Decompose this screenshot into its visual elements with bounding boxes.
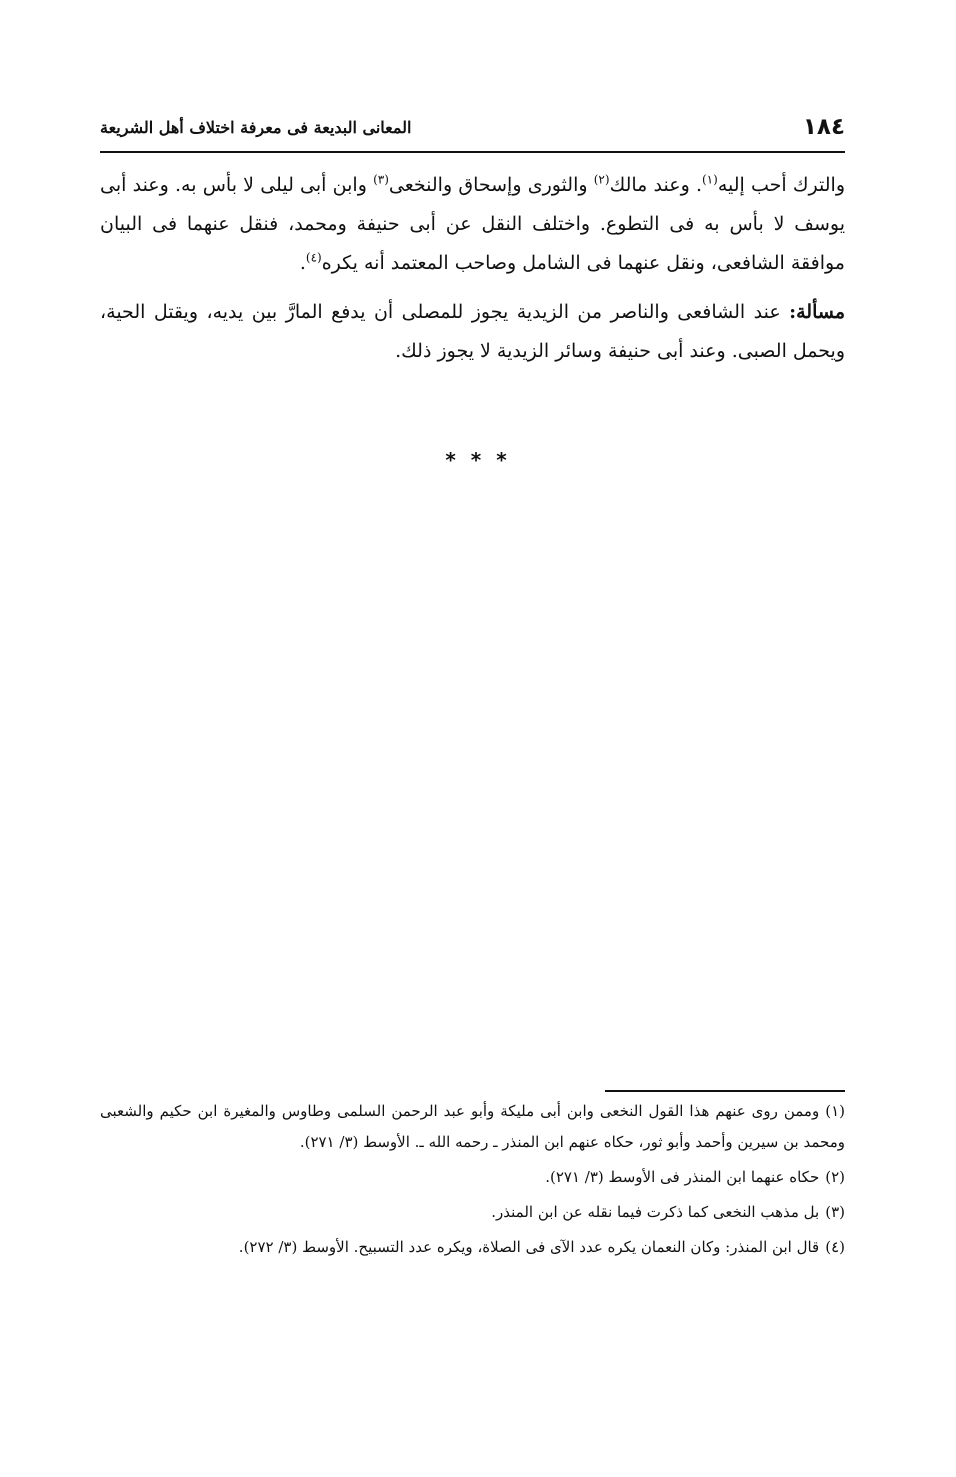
header-rule	[100, 151, 845, 153]
book-title: المعانى البديعة فى معرفة اختلاف أهل الشريعة	[100, 118, 412, 137]
paragraph-1	[100, 166, 845, 283]
issue-label: مسألة:	[789, 301, 845, 323]
footnote-3	[100, 1197, 845, 1228]
footnote-mark-2: (٢)	[593, 172, 610, 187]
footnote-number: (٤)	[825, 1238, 845, 1256]
footnote-1	[100, 1096, 845, 1158]
footnote-mark-4: (٤)	[305, 250, 322, 265]
footnote-number: (١)	[825, 1102, 845, 1120]
footnote-text: بل مذهب النخعى كما ذكرت فيما نقله عن ابن المنذر.	[491, 1203, 820, 1221]
footnote-4	[100, 1232, 845, 1263]
paragraph-1-part-2: . وعند مالك	[609, 174, 702, 196]
footnote-text: قال ابن المنذر: وكان النعمان يكره عدد الآى فى الصلاة، ويكره عدد التسبيح. الأوسط (٣/ ٢٧٢).	[238, 1238, 820, 1256]
paragraph-2-text: عند الشافعى والناصر من الزيدية يجوز للمصلى أن يدفع المارَّ بين يديه، ويقتل الحية، ويحمل الصبى. وعند أبى حنيفة وسائر الزيدية لا يجوز ذلك.	[100, 301, 845, 362]
footnote-text: حكاه عنهما ابن المنذر فى الأوسط (٣/ ٢٧١).	[545, 1168, 820, 1186]
footnotes	[100, 1096, 845, 1267]
footnote-rule	[605, 1090, 845, 1092]
main-text	[100, 166, 845, 371]
footnote-number: (٣)	[825, 1203, 845, 1221]
footnote-mark-1: (١)	[701, 172, 718, 187]
footnote-number: (٢)	[825, 1168, 845, 1186]
footnote-mark-3: (٣)	[373, 172, 389, 187]
paragraph-2	[100, 293, 845, 371]
section-separator: * * *	[445, 448, 511, 472]
footnote-text: وممن روى عنهم هذا القول النخعى وابن أبى مليكة وأبو عبد الرحمن السلمى وطاوس والمغيرة ابن حكيم والشعبى ومحمد بن سيرين وأحمد وأبو ثور، حكاه عنهم ابن المنذر ـ رحمه الله ـ. الأوسط (٣/ ٢٧١).	[100, 1102, 845, 1151]
paragraph-1-part-1: والترك أحب إليه	[717, 174, 845, 196]
paragraph-1-part-5: .	[299, 252, 306, 274]
running-header	[100, 112, 845, 142]
footnote-2	[100, 1162, 845, 1193]
paragraph-1-part-3: والثورى وإسحاق والنخعى	[388, 174, 594, 196]
paragraph-1-part-4: وابن أبى ليلى لا بأس به. وعند أبى يوسف لا بأس به فى التطوع. واختلف النقل عن أبى حنيفة ومحمد، فنقل عنهما فى البيان موافقة الشافعى، ونقل عنهما فى الشامل وصاحب المعتمد أنه يكره	[100, 174, 845, 274]
page-number: ١٨٤	[802, 114, 845, 140]
